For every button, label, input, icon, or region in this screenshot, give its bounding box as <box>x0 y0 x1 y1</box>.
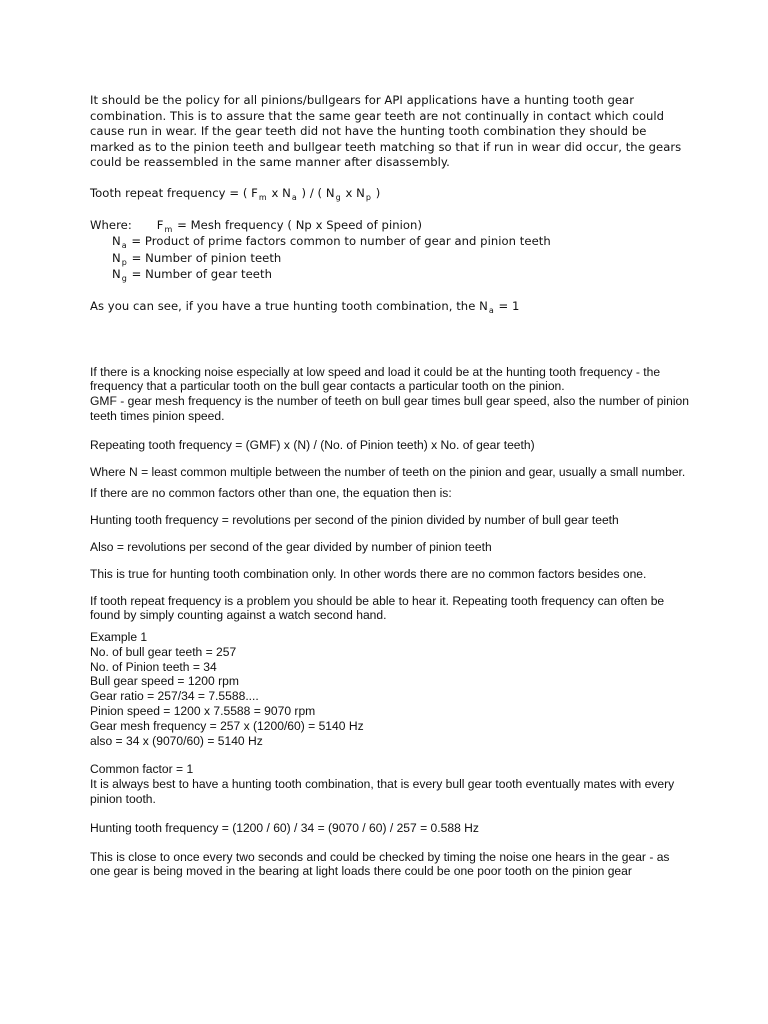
true-for-paragraph: This is true for hunting tooth combination only. In other words there are no common factors besides one. <box>90 566 647 581</box>
close-to-paragraph: This is close to once every two seconds and could be checked by timing the noise one hears in the gear - as one gear is being moved in the bearing at light loads there could be one poor tooth on the pinion gear <box>90 849 670 879</box>
formula-part-3: x N <box>341 185 365 200</box>
where-label: Where: <box>90 217 132 232</box>
where-fm-row: Where: $F_m$ = Mesh frequency ( Np x Speed of pinion) <box>90 217 423 234</box>
repeating-formula: Repeating tooth frequency = (GMF) x (N) / (No. of Pinion teeth) x No. of gear teeth) <box>90 437 535 452</box>
where-np-desc: = Number of pinion teeth <box>127 250 282 265</box>
hear-it-paragraph: If tooth repeat frequency is a problem you should be able to hear it. Repeating tooth frequency can often be found by simply counting against a watch second hand. <box>90 593 665 623</box>
formula-part-2: ) / ( N <box>297 185 335 200</box>
hunting-equation: Hunting tooth frequency = revolutions per second of the pinion divided by number of bull gear teeth <box>90 513 619 528</box>
example-line: No. of bull gear teeth = 257 <box>90 644 237 659</box>
formula-sub-m: m <box>258 192 267 202</box>
tooth-repeat-formula <box>90 186 690 203</box>
formula-part-1: x N <box>267 185 291 200</box>
where-ng-desc: = Number of gear teeth <box>127 267 272 282</box>
where-fm-desc: = Mesh frequency ( Np x Speed of pinion) <box>173 217 423 232</box>
hunting-conclusion: As you can see, if you have a true hunting tooth combination, the $N_a = 1$ <box>90 298 520 315</box>
example-line: also = 34 x (9070/60) = 5140 Hz <box>90 733 263 748</box>
where-na-desc: = Product of prime factors common to number of gear and pinion teeth <box>127 234 551 249</box>
gmf-paragraph: GMF - gear mesh frequency is the number of teeth on bull gear times bull gear speed, also the number of pinion teeth times pinion speed. <box>90 394 689 423</box>
where-na-row: $N_a$ = Product of prime factors common to number of gear and pinion teeth <box>112 234 551 251</box>
api-policy-paragraph: It should be the policy for all pinions/bullgears for API applications have a hunting tooth gear combination. This is to assure that the same gear teeth are not continually in contact which could cause run in wear. If the gear teeth did not have the hunting tooth combination they should be marked as to the pinion teeth and bullgear teeth matching so that if run in wear did occur, the gears could be reassembled in the same manner after disassembly. <box>90 93 682 170</box>
example-line: Pinion speed = 1200 x 7.5588 = 9070 rpm <box>90 704 316 719</box>
example-line: Example 1 <box>90 630 148 645</box>
example-line: No. of Pinion teeth = 34 <box>90 659 217 674</box>
formula-sub-g: g <box>335 192 341 202</box>
example-line: Gear mesh frequency = 257 x (1200/60) = 5140 Hz <box>90 718 364 733</box>
formula-sub-a: a <box>291 192 297 202</box>
common-factor-line: Common factor = 1 <box>90 762 194 777</box>
hunting-calc-line: Hunting tooth frequency = (1200 / 60) / 34 = (9070 / 60) / 257 = 0.588 Hz <box>90 820 479 835</box>
where-n-paragraph: Where N = least common multiple between the number of teeth on the pinion and gear, usually a small number. <box>90 464 686 479</box>
where-definitions <box>90 218 690 284</box>
formula-part-4: ) <box>371 185 381 200</box>
where-np-row: $N_p$ = Number of pinion teeth <box>112 250 282 267</box>
example-line: Bull gear speed = 1200 rpm <box>90 674 239 689</box>
also-equation: Also = revolutions per second of the gear divided by number of pinion teeth <box>90 539 492 554</box>
explanation-section <box>90 365 690 880</box>
formula-lead: Tooth repeat frequency = ( F <box>90 185 258 200</box>
formula-sub-p: p <box>365 192 371 202</box>
no-common-factors: If there are no common factors other than one, the equation then is: <box>90 486 452 501</box>
example-block <box>90 630 690 748</box>
knocking-paragraph: If there is a knocking noise especially at low speed and load it could be at the hunting tooth frequency - the frequency that a particular tooth on the bull gear contacts a particular tooth on the pinion. <box>90 364 661 394</box>
always-best-paragraph: It is always best to have a hunting tooth combination, that is every bull gear tooth eventually mates with every pinion tooth. <box>90 777 675 807</box>
where-ng-row: $N_g$ = Number of gear teeth <box>112 267 272 284</box>
example-line: Gear ratio = 257/34 = 7.5588.... <box>90 689 259 704</box>
document-page <box>90 93 690 879</box>
